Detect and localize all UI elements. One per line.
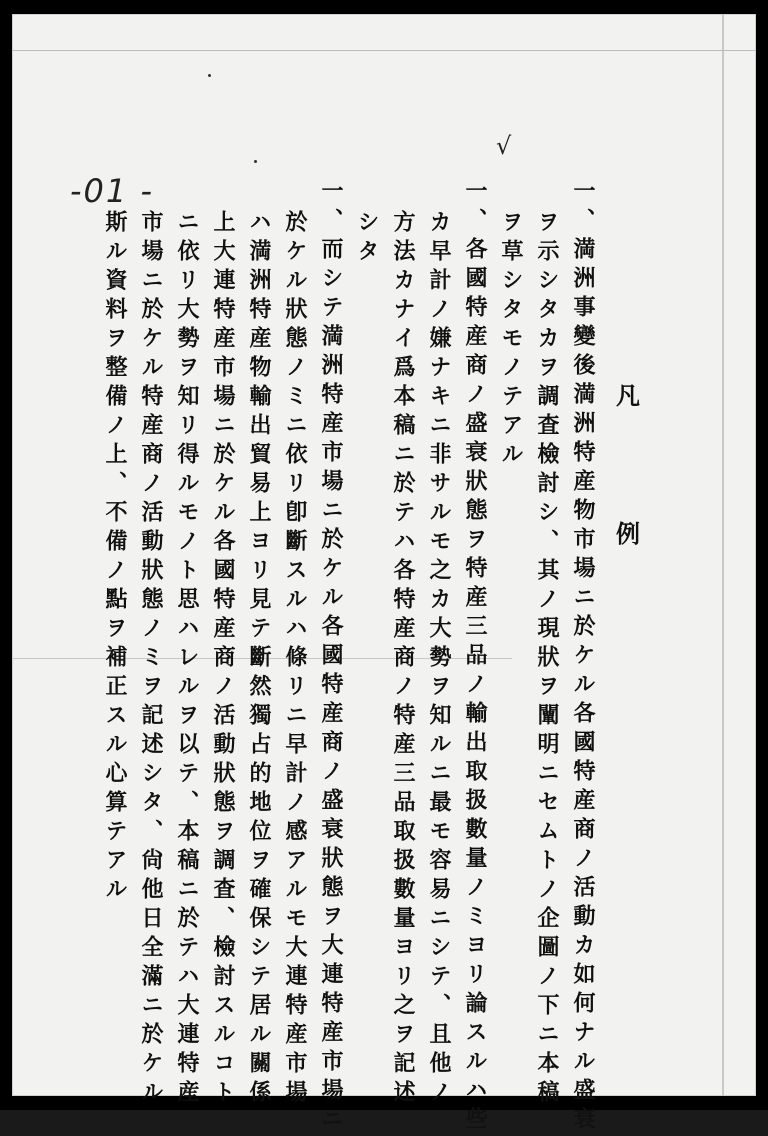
top-rule-line bbox=[12, 50, 756, 51]
text-column-7: シタ bbox=[354, 210, 380, 268]
text-column-11: 上大連特産市場ニ於ケル各國特産商ノ活動狀態ヲ調査、檢討スルコト bbox=[210, 210, 236, 1109]
scan-speck bbox=[254, 160, 257, 163]
text-column-12: ニ依リ大勢ヲ知リ得ルモノト思ハレルヲ以テ、本稿ニ於テハ大連特産 bbox=[174, 210, 200, 1109]
page-fold-line bbox=[722, 14, 724, 1096]
title-char-2: 例 bbox=[616, 519, 640, 548]
text-column-5: カ早計ノ嫌ナキニ非サルモ之カ大勢ヲ知ルニ最モ容易ニシテ、且他ノ bbox=[426, 210, 452, 1109]
text-column-4: 一、各國特産商ノ盛衰狀態ヲ特産三品ノ輸出取扱數量ノミヨリ論スルハ些 bbox=[462, 179, 488, 1136]
text-column-1: 一、満洲事變後満洲特産物市場ニ於ケル各國特産商ノ活動カ如何ナル盛衰 bbox=[570, 179, 596, 1136]
document-page bbox=[12, 14, 756, 1136]
text-column-8: 一、而シテ満洲特産市場ニ於ケル各國特産商ノ盛衰狀態ヲ大連特産市場ニ bbox=[318, 179, 344, 1136]
handwritten-page-mark: -01 - bbox=[70, 172, 154, 210]
scan-speck bbox=[208, 74, 211, 77]
text-column-13: 市場ニ於ケル特産商ノ活動狀態ノミヲ記述シタ、尙他日全滿ニ於ケル bbox=[138, 210, 164, 1109]
text-column-3: ヲ草シタモノテアル bbox=[498, 210, 524, 471]
title-char-1: 凡 bbox=[616, 381, 640, 410]
text-column-9: 於ケル狀態ノミニ依リ卽斷スルハ條リニ早計ノ感アルモ大連特産市場 bbox=[282, 210, 308, 1109]
text-column-14: 斯ル資料ヲ整備ノ上、不備ノ點ヲ補正スル心算テアル bbox=[102, 210, 128, 906]
text-column-6: 方法カナイ爲本稿ニ於テハ各特産商ノ特産三品取扱數量ヨリ之ヲ記述 bbox=[390, 210, 416, 1109]
text-column-10: ハ満洲特産物輸出貿易上ヨリ見テ斷然獨占的地位ヲ確保シテ居ル關係 bbox=[246, 210, 272, 1109]
text-column-2: ヲ示シタカヲ調査檢討シ、其ノ現狀ヲ闡明ニセムトノ企圖ノ下ニ本稿 bbox=[534, 210, 560, 1109]
check-mark: √ bbox=[496, 132, 512, 160]
